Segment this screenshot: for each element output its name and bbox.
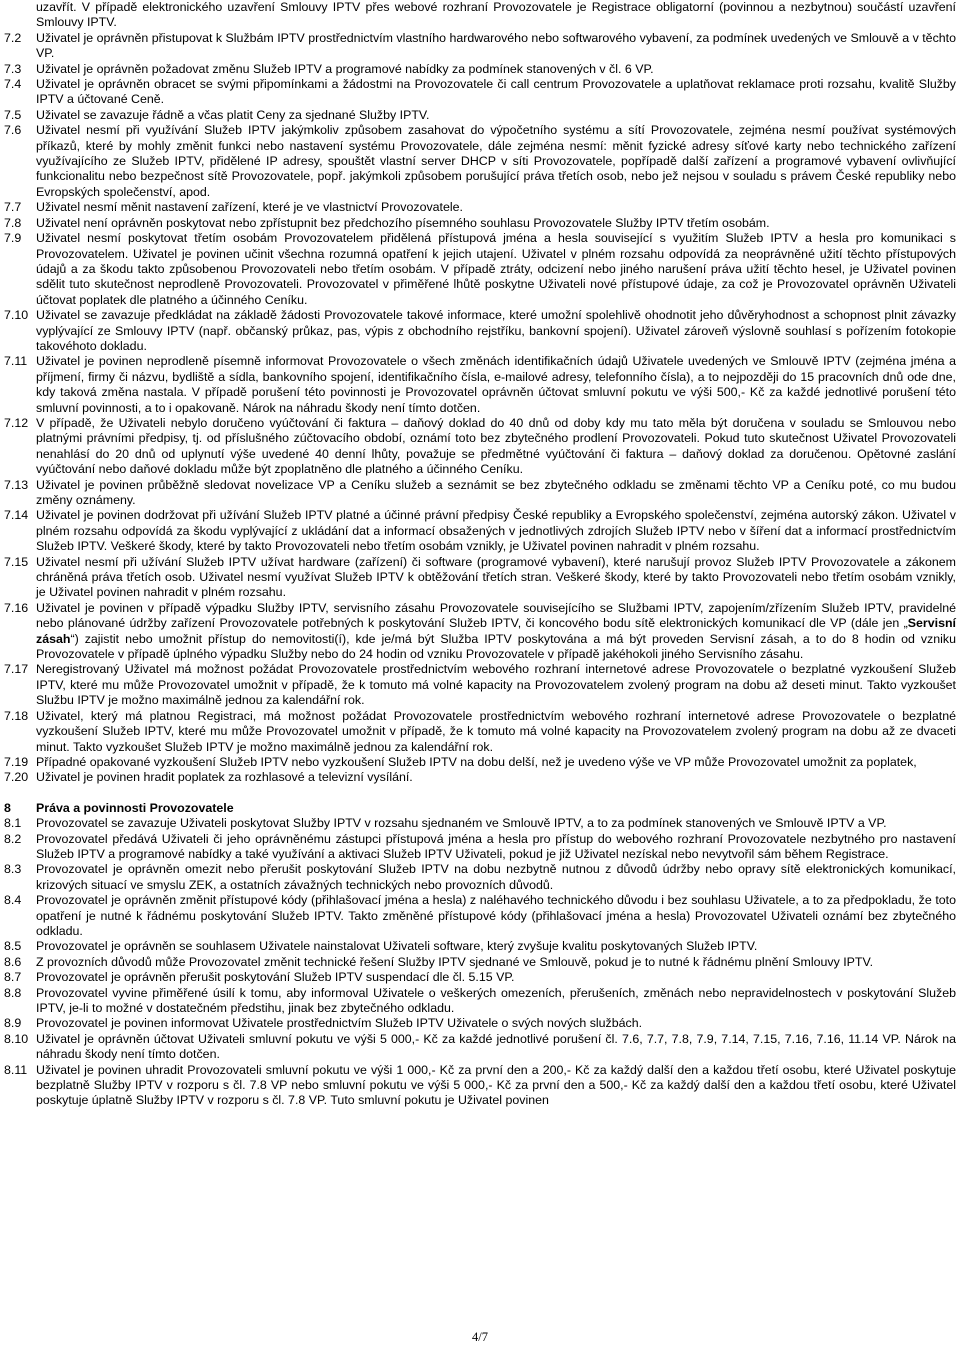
clause-number: 7.9: [4, 231, 22, 246]
clause-number: 7.4: [4, 77, 22, 92]
clause-number: 8.7: [4, 970, 22, 985]
clause-number: 8.4: [4, 893, 22, 908]
clause-7-9: [4, 231, 956, 308]
clause-text: Uživatel je oprávněn účtovat Uživateli smluvní pokutu ve výši 5 000,- Kč za každé jednotlivé porušení čl. 7.6, 7.7, 7.8, 7.9, 7.14, 7.15, 7.16, 7.16, 11.14 VP. Nárok na náhradu škody není tímto dotčen.: [36, 1031, 956, 1062]
clause-number: 7.12: [4, 415, 29, 430]
section-title: Práva a povinnosti Provozovatele: [36, 800, 234, 815]
clause-7-7: [4, 200, 956, 215]
clause-number: 7.11: [4, 354, 28, 369]
clause-text: [36, 601, 956, 663]
clause-number: 8.11: [4, 1062, 28, 1077]
clause-text: Uživatel je povinen uhradit Provozovateli smluvní pokutu ve výši 1 000,- Kč za první den a 200,- Kč za každý další den a každou třetí osobu, které Uživatel poskytuje bezplatně Služby IPTV v rozporu s čl. 7.8 VP nebo smluvní pokutu ve výši 5 000,- Kč za první den a 500,- Kč za každý další den a každou třetí osobu, které Uživatel poskytuje úplatně Služby IPTV v rozporu s čl. 7.8 VP. Tuto smluvní pokutu je Uživatel povinen: [36, 1062, 956, 1108]
clause-number: 8.5: [4, 939, 22, 954]
section-7-clauses: [4, 31, 956, 786]
clause-7-8: [4, 216, 956, 231]
clause-number: 7.10: [4, 308, 29, 323]
clause-text: V případě, že Uživateli nebylo doručeno vyúčtování či faktura – daňový doklad do 40 dnů od doby kdy mu tato měla být doručena v souladu se Smlouvou nebo platnými právními předpisy, tj. od příslušného zúčtovacího období, oznámí toto bez zbytečného prodlení Provozovateli. Pokud tuto skutečnost Uživatel Provozovateli nenahlásí do 20 dnů od uplynutí výše uvedené 40 denní lhůty, považuje se předmětné vyúčtování či faktura – daňový doklad za doručenou. Opětovné zaslání vyúčtování nebo daňové dokladu může být zpoplatněno dle platného a účinného Ceníku.: [36, 415, 956, 477]
clause-text: Uživatel je povinen dodržovat při užívání Služeb IPTV platné a účinné právní předpisy České republiky a Evropského společenství, zejména autorský zákon. Uživatel v plném rozsahu odpovídá za škodu vyplývající z ukládání dat a informací obsažených v jednotlivých zdrojích Služeb IPTV nebo v šíření dat a informací prostřednictvím Služeb IPTV. Veškeré škody, které by takto Provozovateli nebo třetím osobám vznikly, je Uživatel povinen nahradit v plném rozsahu.: [36, 508, 956, 554]
clause-8-3: [4, 862, 956, 893]
clause-number: 7.7: [4, 200, 22, 215]
clause-text: Provozovatel je oprávněn změnit přístupové kódy (přihlašovací jména a hesla) z naléhavého technického důvodu i bez souhlasu Uživatele, a to za předpokladu, že toto opatření je nutné k řádnému poskytování Služeb IPTV. Takto změněné přístupové kódy (přihlašovací jména a hesla) Provozovatel Uživateli oznámí bez zbytečného odkladu.: [36, 893, 956, 938]
clause-text-before: Uživatel je povinen v případě výpadku Služby IPTV, servisního zásahu Provozovatele souvisejícího se Službami IPTV, zapojením/zřízením Služeb IPTV, pravidelné nebo plánované údržby zařízení Provozovatele potřebných k poskytování Služeb IPTV, či koncového bodu sítě elektronických komunikací dle VP (dále jen „: [36, 600, 956, 631]
clause-text: Uživatel nesmí při užívání Služeb IPTV užívat hardware (zařízení) či software (programové vybavení), které narušují provoz Služeb IPTV Provozovatele a zákonem chráněná práva třetích osob. Uživatel nesmí využívat Služeb IPTV k obtěžování třetích stran. Veškeré škody, které by takto Provozovateli nebo třetím osobám vznikly, je Uživatel povinen nahradit v plném rozsahu.: [36, 554, 956, 600]
section-8-clauses: [4, 816, 956, 1109]
clause-8-6: [4, 955, 956, 970]
clause-8-1: [4, 816, 956, 831]
clause-text: Provozovatel předává Uživateli či jeho oprávněnému zástupci přístupová jména a hesla pro přístup do webového rozhraní Provozovatele nezbytného pro nastavení Služeb IPTV a programové nabídky a také využívání a aktivaci Služeb IPTV Uživateli, pokud je již Uživatel nezískal nebo nevytvořil sám během Registrace.: [36, 831, 956, 861]
clause-8-10: [4, 1032, 956, 1063]
clause-number: 7.2: [4, 30, 22, 45]
clause-8-11: [4, 1063, 956, 1109]
clause-number: 8.2: [4, 831, 22, 846]
clause-7-5: [4, 108, 956, 123]
clause-7-13: [4, 478, 956, 509]
section-number: 8: [4, 800, 11, 815]
clause-8-8: [4, 986, 956, 1017]
clause-text: Uživatel je povinen hradit poplatek za rozhlasové a televizní vysílání.: [36, 770, 413, 785]
clause-number: 7.20: [4, 770, 29, 785]
clause-number: 7.18: [4, 708, 29, 723]
clause-number: 7.16: [4, 600, 29, 615]
clause-number: 7.8: [4, 215, 22, 230]
clause-text: Uživatel se zavazuje řádně a včas platit Ceny za sjednané Služby IPTV.: [36, 107, 430, 122]
clause-7-12: [4, 416, 956, 478]
clause-number: 8.8: [4, 985, 22, 1000]
clause-text: Provozovatel je oprávněn omezit nebo přerušit poskytování Služeb IPTV na dobu nezbytně nutnou z důvodů údržby nebo opravy sítě elektronických komunikací, krizových situací ve smyslu ZEK, a ostatních závažných technických nebo provozních důvodů.: [36, 862, 956, 892]
clause-text: Provozovatel se zavazuje Uživateli poskytovat Služby IPTV v rozsahu sjednaném ve Smlouvě IPTV, a to za podmínek stanovených ve Smlouvě IPTV a VP.: [36, 816, 887, 831]
clause-7-20: [4, 770, 956, 785]
clause-7-2: [4, 31, 956, 62]
clause-number: 8.9: [4, 1016, 22, 1031]
clause-7-14: [4, 508, 956, 554]
clause-number: 8.1: [4, 816, 22, 831]
clause-text: Uživatel nesmí při využívání Služeb IPTV jakýmkoliv způsobem zasahovat do výpočetního systému a sítí Provozovatele, zejména nesmí používat systémových příkazů, které by mohly změnit funkci nebo nastavení systému Provozovatele, dále zejména nesmí: měnit fyzické adresy síťové karty nebo technického zařízení využívajícího ze Služeb IPTV, přidělené IP adresy, spouštět vlastní server DHCP v síti Provozovatele, popřípadě další zařízení a programové vybavení ovlivňující funkcionalitu nebo bezpečnost sítě Provozovatele, popř. jakýmkoli způsobem porušující práva třetích osob, nebo jež nejsou v souladu s právem České republiky nebo Evropských společenství, apod.: [36, 123, 956, 199]
clause-text: Uživatel je povinen průběžně sledovat novelizace VP a Ceníku služeb a seznámit se bez zbytečného odkladu se změnami těchto VP a Ceníku poté, co mu budou změny oznámeny.: [36, 477, 956, 507]
clause-text: Provozovatel je oprávněn přerušit poskytování Služeb IPTV suspendací dle čl. 5.15 VP.: [36, 970, 515, 985]
defined-term-servisni-zasah: Servisní zásah: [36, 616, 956, 646]
clause-number: 7.17: [4, 662, 29, 677]
clause-number: 7.3: [4, 61, 22, 76]
clause-number: 7.19: [4, 754, 29, 769]
clause-text: Provozovatel je oprávněn se souhlasem Uživatele nainstalovat Uživateli software, který zvyšuje kvalitu poskytovaných Služeb IPTV.: [36, 939, 758, 954]
clause-7-3: [4, 62, 956, 77]
clause-text: Uživatel, který má platnou Registraci, má možnost požádat Provozovatele prostřednictvím webového rozhraní internetové adrese Provozovatele o bezplatné vyzkoušení Služeb IPTV, které mu může Provozovatel umožnit v případě, že k tomuto má volné kapacity na Provozovatelem zvolený program na dobu až ze dvaceti minut. Takto vyzkoušet Služeb IPTV je možno maximálně jednou za kalendářní rok.: [36, 708, 956, 754]
document-body: [4, 0, 956, 1109]
clause-text: Uživatel se zavazuje předkládat na základě žádosti Provozovatele takové informace, které umožní spolehlivě ohodnotit jeho důvěryhodnost a schopnost plnit závazky vyplývající ze Smlouvy IPTV (např. občanský průkaz, pas, výpis z obchodního rejstříku, bankovní spojení). Uživatel zároveň výslovně souhlasí s pořízením fotokopie takovéhoto dokladu.: [36, 308, 956, 353]
clause-text: Provozovatel je povinen informovat Uživatele prostřednictvím Služeb IPTV Uživatele o svých nových službách.: [36, 1016, 643, 1031]
clause-number: 7.14: [4, 508, 29, 523]
clause-number: 8.3: [4, 862, 22, 877]
clause-8-2: [4, 832, 956, 863]
clause-8-7: [4, 970, 956, 985]
clause-7-10: [4, 308, 956, 354]
clause-text: Uživatel je oprávněn obracet se svými připomínkami a žádostmi na Provozovatele či call centrum Provozovatele a uplatňovat reklamace proti rozsahu, kvalitě Služby IPTV a účtované Ceně.: [36, 77, 956, 107]
clause-text: Neregistrovaný Uživatel má možnost požádat Provozovatele prostřednictvím webového rozhraní internetové adrese Provozovatele o bezplatné vyzkoušení Služeb IPTV, které mu může Provozovatel umožnit v případě, že k tomuto má volné kapacity na Provozovatelem zvolený program na dobu až deseti minut. Takto vyzkoušet Službu IPTV je možno maximálně jednou za kalendářní rok.: [36, 662, 956, 708]
clause-7-4: [4, 77, 956, 108]
clause-text: Z provozních důvodů může Provozovatel změnit technické řešení Služby IPTV sjednané ve Smlouvě, pokud je to nutné k řádnému plnění Smlouvy IPTV.: [36, 954, 874, 969]
page-number: 4/7: [472, 1330, 488, 1344]
clause-text: Uživatel není oprávněn poskytovat nebo zpřístupnit bez předchozího písemného souhlasu Provozovatele Služby IPTV třetím osobám.: [36, 215, 770, 230]
clause-7-16: [4, 601, 956, 663]
clause-text-after: “) zajistit nebo umožnit přístup do nemovitosti(í), kde je/má být Služba IPTV poskytována a má být proveden Servisní zásah, a to do 8 hodin od vzniku Provozovatele v případě úplného výpadku Služby nebo do 24 hodin od vzniku Provozovatele v případě jakéhokoli jiného Servisního zásahu.: [36, 631, 956, 662]
intro-paragraph: uzavřít. V případě elektronického uzavření Smlouvy IPTV přes webové rozhraní Provozovatele je Registrace obligatorní (povinnou a nezbytnou) součástí uzavření Smlouvy IPTV.: [36, 0, 956, 30]
clause-text: Uživatel je oprávněn požadovat změnu Služeb IPTV a programové nabídky za podmínek stanovených v čl. 6 VP.: [36, 61, 654, 76]
section-8-heading: [4, 801, 956, 816]
clause-number: 8.10: [4, 1031, 29, 1046]
clause-text: Uživatel nesmí měnit nastavení zařízení, které je ve vlastnictví Provozovatele.: [36, 200, 463, 215]
clause-text: Provozovatel vyvine přiměřené úsilí k tomu, aby informoval Uživatele o veškerých omezeních, přerušeních, změnách nebo nepravidelnostech v poskytování Služeb IPTV, je-li to možné v dostatečném předstihu, jinak bez zbytečného odkladu.: [36, 985, 956, 1015]
clause-text: Uživatel je povinen neprodleně písemně informovat Provozovatele o všech změnách identifikačních údajů Uživatele uvedených ve Smlouvě IPTV (zejména jména a příjmení, firmy či názvu, bydliště a sídla, bankovního spojení, identifikačního čísla, e-mailové adresy, telefonního čísla), a to nejpozději do 15 pracovních dnů ode dne, kdy taková změna nastala. V případě porušení této povinnosti je Provozovatel oprávněn účtovat smluvní pokutu ve výši 500,- Kč za každé jednotlivé porušení této smluvní povinnosti, a to i opakovaně. Nárok na náhradu škody není tímto dotčen.: [36, 354, 956, 415]
clause-8-9: [4, 1016, 956, 1031]
clause-number: 7.6: [4, 123, 22, 138]
clause-7-18: [4, 709, 956, 755]
clause-number: 7.5: [4, 107, 22, 122]
clause-7-15: [4, 555, 956, 601]
clause-number: 7.13: [4, 477, 29, 492]
clause-number: 8.6: [4, 954, 22, 969]
clause-7-17: [4, 662, 956, 708]
clause-text: Uživatel nesmí poskytovat třetím osobám Provozovatelem přidělená přístupová jména a hesla související s využitím Služeb IPTV a hesla pro komunikaci s Provozovatelem. Uživatel je povinen učinit všechna rozumná opatření k jejich utajení. Uživatel v plném rozsahu odpovídá za neoprávněné užití těchto přístupových údajů a za škodu takto způsobenou Provozovateli nebo třetím osobám. V případě ztráty, odcizení nebo jiného narušení práva užití těchto hesel, je Uživatel povinen sdělit tuto skutečnost neprodleně Provozovateli. Provozovatel v přiměřené lhůtě poskytne Uživateli nové přístupové údaje, za což je Provozovatel oprávněn Uživateli účtovat poplatek dle platného a účinného Ceníku.: [36, 231, 956, 307]
clause-text: Uživatel je oprávněn přistupovat k Službám IPTV prostřednictvím vlastního hardwarového nebo softwarového vybavení, za podmínek uvedených ve Smlouvě a v těchto VP.: [36, 30, 956, 61]
clause-7-19: [4, 755, 956, 770]
clause-8-4: [4, 893, 956, 939]
clause-number: 7.15: [4, 554, 29, 569]
clause-8-5: [4, 939, 956, 954]
clause-7-11: [4, 354, 956, 416]
clause-7-6: [4, 123, 956, 200]
clause-text: Případné opakované vyzkoušení Služeb IPTV nebo vyzkoušení Služeb IPTV na dobu delší, než je uvedeno výše ve VP může Provozovatel umožnit za poplatek,: [36, 754, 917, 769]
